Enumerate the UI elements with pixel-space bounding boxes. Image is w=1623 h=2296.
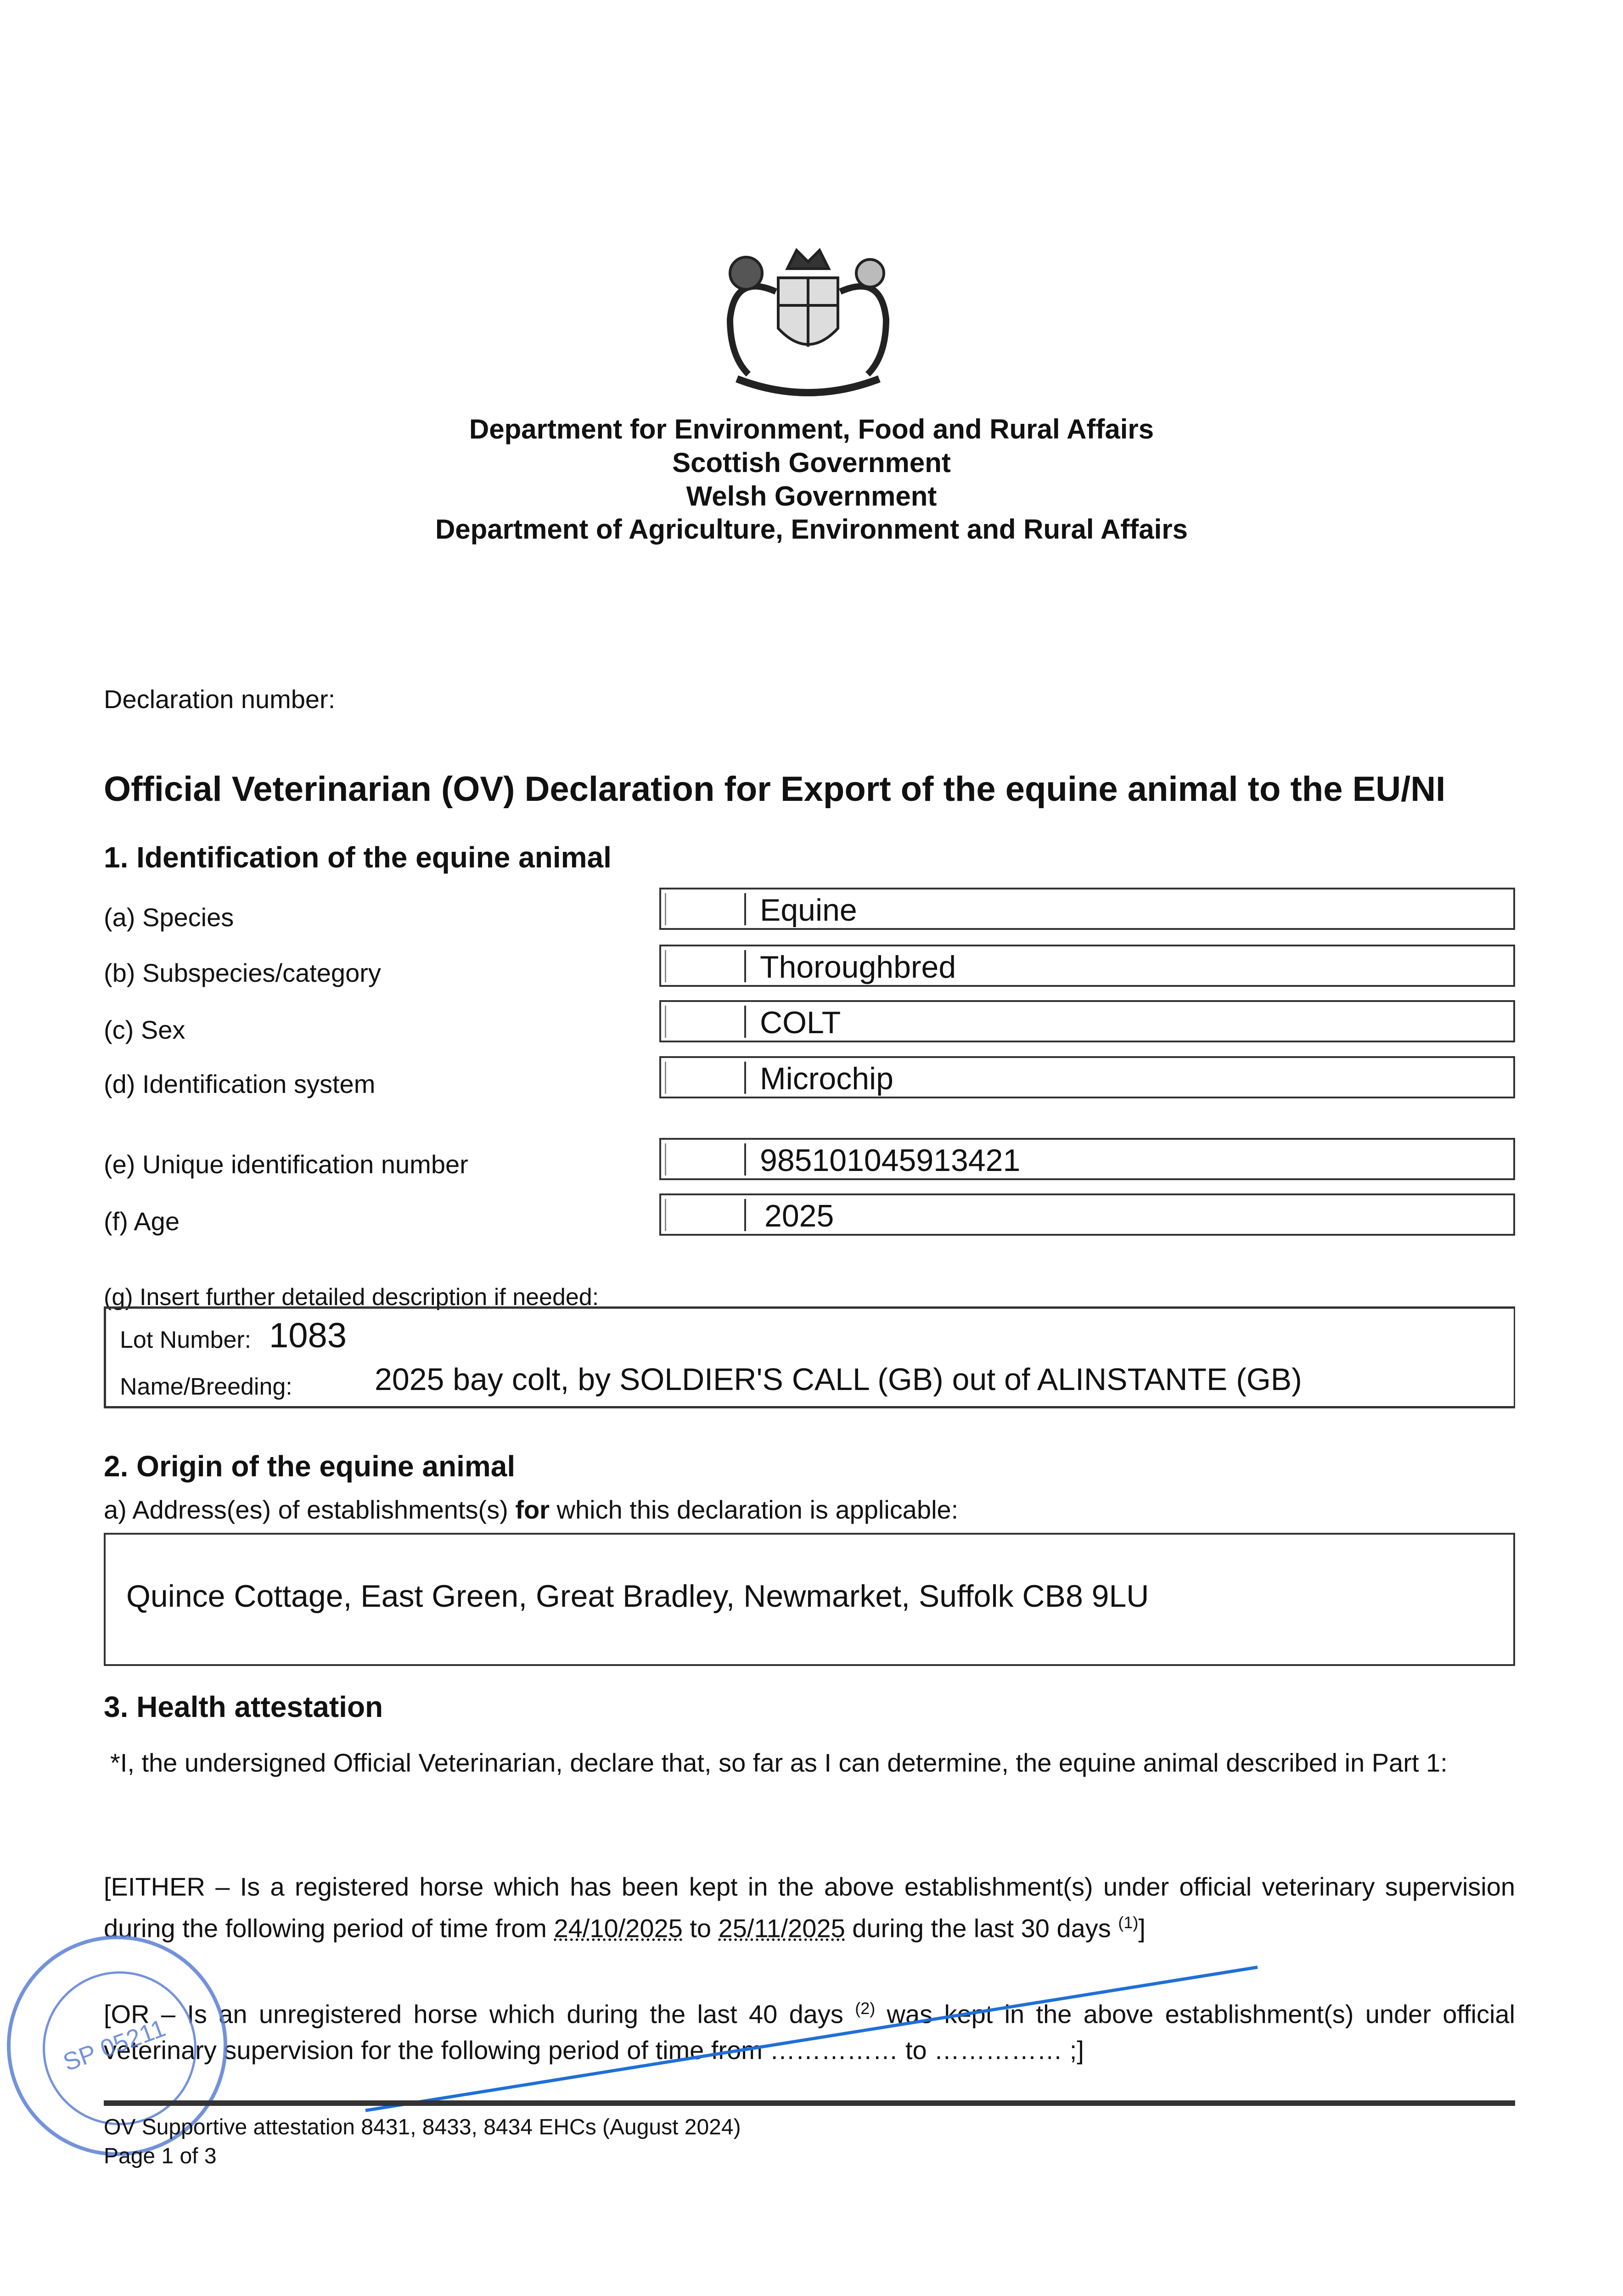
declaration-number-label: Declaration number: [104, 685, 336, 714]
page-number: Page 1 of 3 [104, 2144, 217, 2168]
id-system-label: (d) Identification system [104, 1069, 376, 1098]
breeding-value: 2025 bay colt, by SOLDIER'S CALL (GB) out of ALINSTANTE (GB) [375, 1362, 1302, 1397]
header-welsh-gov: Welsh Government [686, 481, 937, 512]
id-system-value: Microchip [760, 1061, 893, 1096]
age-value: 2025 [764, 1199, 834, 1233]
header-scottish-gov: Scottish Government [672, 447, 951, 478]
age-label: (f) Age [104, 1207, 180, 1236]
header-defra: Department for Environment, Food and Rural Affairs [469, 414, 1154, 445]
section-1-heading: 1. Identification of the equine animal [104, 841, 612, 874]
either-clause: [EITHER – Is a registered horse which has been kept in the above establishment(s) under official veterinary supervision during the following period of time from 24/10/2025 to 25/11/2025 during the last 30 days $^{(1)}$] [104, 1872, 1515, 1943]
stamp-code: SP 05211 [59, 2014, 169, 2077]
or-clause: [OR – Is an unregistered horse which during the last 40 days $^{(2)}$ was kept in the above establishment(s) under official veterinary supervision for the following period of time from …………… to …………… ;] [104, 1999, 1515, 2065]
lot-number-label: Lot Number: [120, 1327, 252, 1353]
subspecies-label: (b) Subspecies/category [104, 958, 381, 987]
footer-reference: OV Supportive attestation 8431, 8433, 8434 EHCs (August 2024) [104, 2115, 741, 2139]
footer-rule [104, 2100, 1515, 2106]
breeding-label: Name/Breeding: [120, 1373, 292, 1400]
description-label: (g) Insert further detailed description if needed: [104, 1284, 599, 1311]
uid-value: 985101045913421 [760, 1143, 1021, 1178]
species-label: (a) Species [104, 903, 234, 932]
section-2-heading: 2. Origin of the equine animal [104, 1450, 516, 1483]
species-value: Equine [760, 893, 857, 928]
section-3-heading: 3. Health attestation [104, 1690, 383, 1723]
uid-label: (e) Unique identification number [104, 1150, 468, 1179]
address-label: a) Address(es) of establishments(s) for which this declaration is applicable: [104, 1495, 959, 1524]
address-value: Quince Cottage, East Green, Great Bradley, Newmarket, Suffolk CB8 9LU [126, 1579, 1149, 1614]
either-from-date: 24/10/2025 [554, 1913, 683, 1943]
sex-label: (c) Sex [104, 1015, 185, 1044]
lot-number-value: 1083 [269, 1316, 347, 1355]
either-to-date: 25/11/2025 [718, 1913, 845, 1943]
subspecies-value: Thoroughbred [760, 950, 956, 985]
header-daera: Department of Agriculture, Environment and Rural Affairs [435, 514, 1188, 545]
attestation-intro: *I, the undersigned Official Veterinarian, declare that, so far as I can determine, the equine animal described in Part 1: [110, 1748, 1448, 1777]
page-title: Official Veterinarian (OV) Declaration for Export of the equine animal to the EU/NI [104, 770, 1446, 809]
sex-value: COLT [760, 1005, 841, 1040]
